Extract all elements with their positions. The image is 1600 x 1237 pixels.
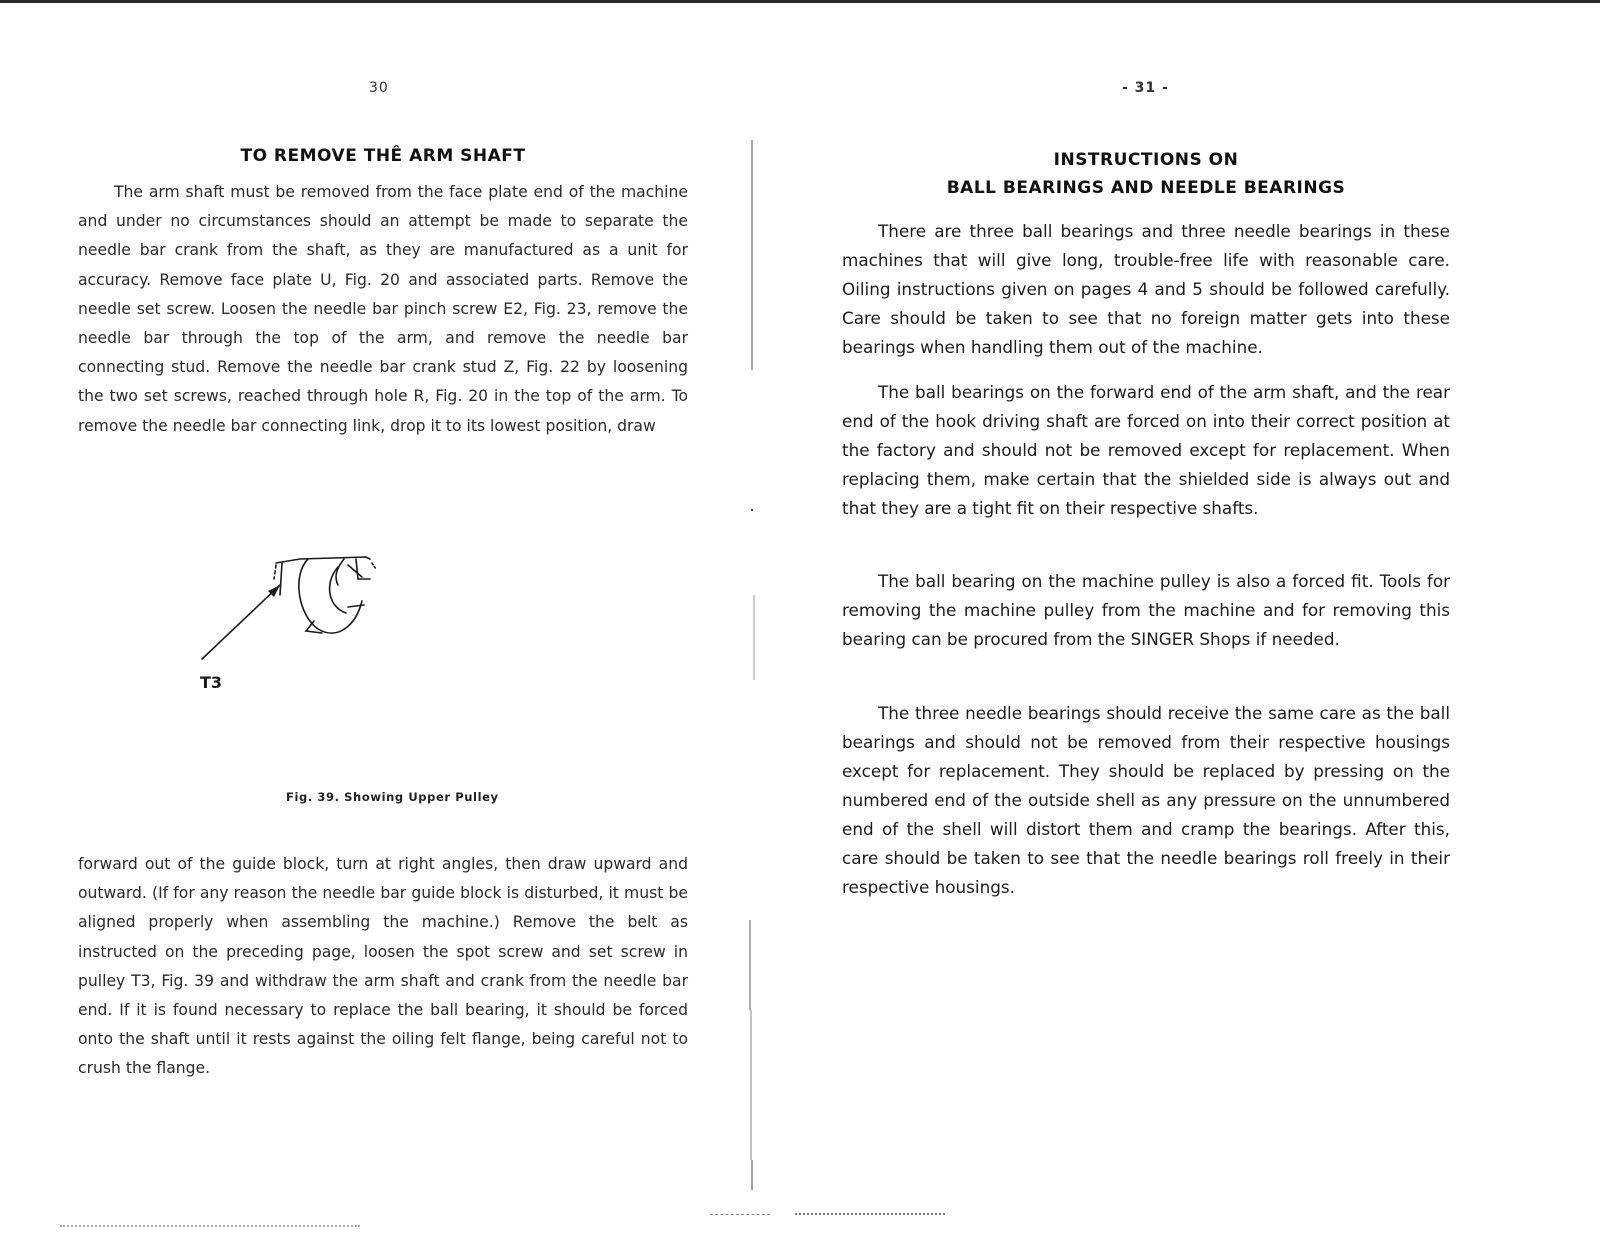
left-page-heading: TO REMOVE THÊ ARM SHAFT — [240, 146, 526, 166]
left-page — [78, 0, 688, 1237]
right-paragraph-4: The three needle bearings should receive the same care as the ball bearings and should not be removed from their respective housings except for replacement. They should be replaced by pressing on the numbered end of the outside shell as any pressure on the unnumbered end of the shell will distort them and cramp the bearings. After this, care should be taken to see that the needle bearings roll freely in their respective housings. — [842, 703, 1450, 897]
book-gutter — [738, 80, 768, 1220]
right-page — [842, 0, 1450, 1237]
right-paragraph-2: The ball bearings on the forward end of the arm shaft, and the rear end of the hook driving shaft are forced on into their correct position at the factory and should not be removed except for replacement. When replacing them, make certain that the shielded side is always out and that they are a tight fit on their respective shafts. — [842, 382, 1450, 518]
right-page-number: - 31 - — [1122, 80, 1169, 96]
figure-label-t3: T3 — [200, 673, 223, 692]
scan-noise-right — [795, 1213, 945, 1219]
right-heading-line-2: BALL BEARINGS AND NEEDLE BEARINGS — [946, 178, 1346, 198]
right-page-heading — [842, 146, 1450, 202]
scan-noise-center — [710, 1214, 770, 1219]
left-page-number: 30 — [369, 80, 389, 96]
left-paragraph-1: The arm shaft must be removed from the face plate end of the machine and under no circumstances should an attempt be made to separate the needle bar crank from the shaft, as they are manufactured as a unit for accuracy. Remove face plate U, Fig. 20 and associated parts. Remove the needle set screw. Loosen the needle bar pinch screw E2, Fig. 23, remove the needle bar through the top of the arm, and remove the needle bar connecting stud. Remove the needle bar crank stud Z, Fig. 22 by loosening the two set screws, reached through hole R, Fig. 20 in the top of the arm. To remove the needle bar connecting link, drop it to its lowest position, draw — [78, 183, 688, 435]
right-paragraph-1: There are three ball bearings and three needle bearings in these machines that will give long, trouble-free life with reasonable care. Oiling instructions given on pages 4 and 5 should be followed carefully. Care should be taken to see that no foreign matter gets into these bearings when handling them out of the machine. — [842, 221, 1450, 357]
scan-noise-left — [60, 1225, 360, 1231]
figure-caption: Fig. 39. Showing Upper Pulley — [286, 790, 499, 804]
right-paragraph-3: The ball bearing on the machine pulley is also a forced fit. Tools for removing the machine pulley from the machine and for removing this bearing can be procured from the SINGER Shops if needed. — [842, 571, 1450, 649]
left-paragraph-2: forward out of the guide block, turn at right angles, then draw upward and outward. (If for any reason the needle bar guide block is disturbed, it must be aligned properly when assembling the machine.) Remove the belt as instructed on the preceding page, loosen the spot screw and set screw in pulley T3, Fig. 39 and withdraw the arm shaft and crank from the needle bar end. If it is found necessary to replace the ball bearing, it should be forced onto the shaft until it rests against the oiling felt flange, being careful not to crush the flange. — [78, 855, 688, 1078]
right-heading-line-1: INSTRUCTIONS ON — [1053, 150, 1239, 170]
